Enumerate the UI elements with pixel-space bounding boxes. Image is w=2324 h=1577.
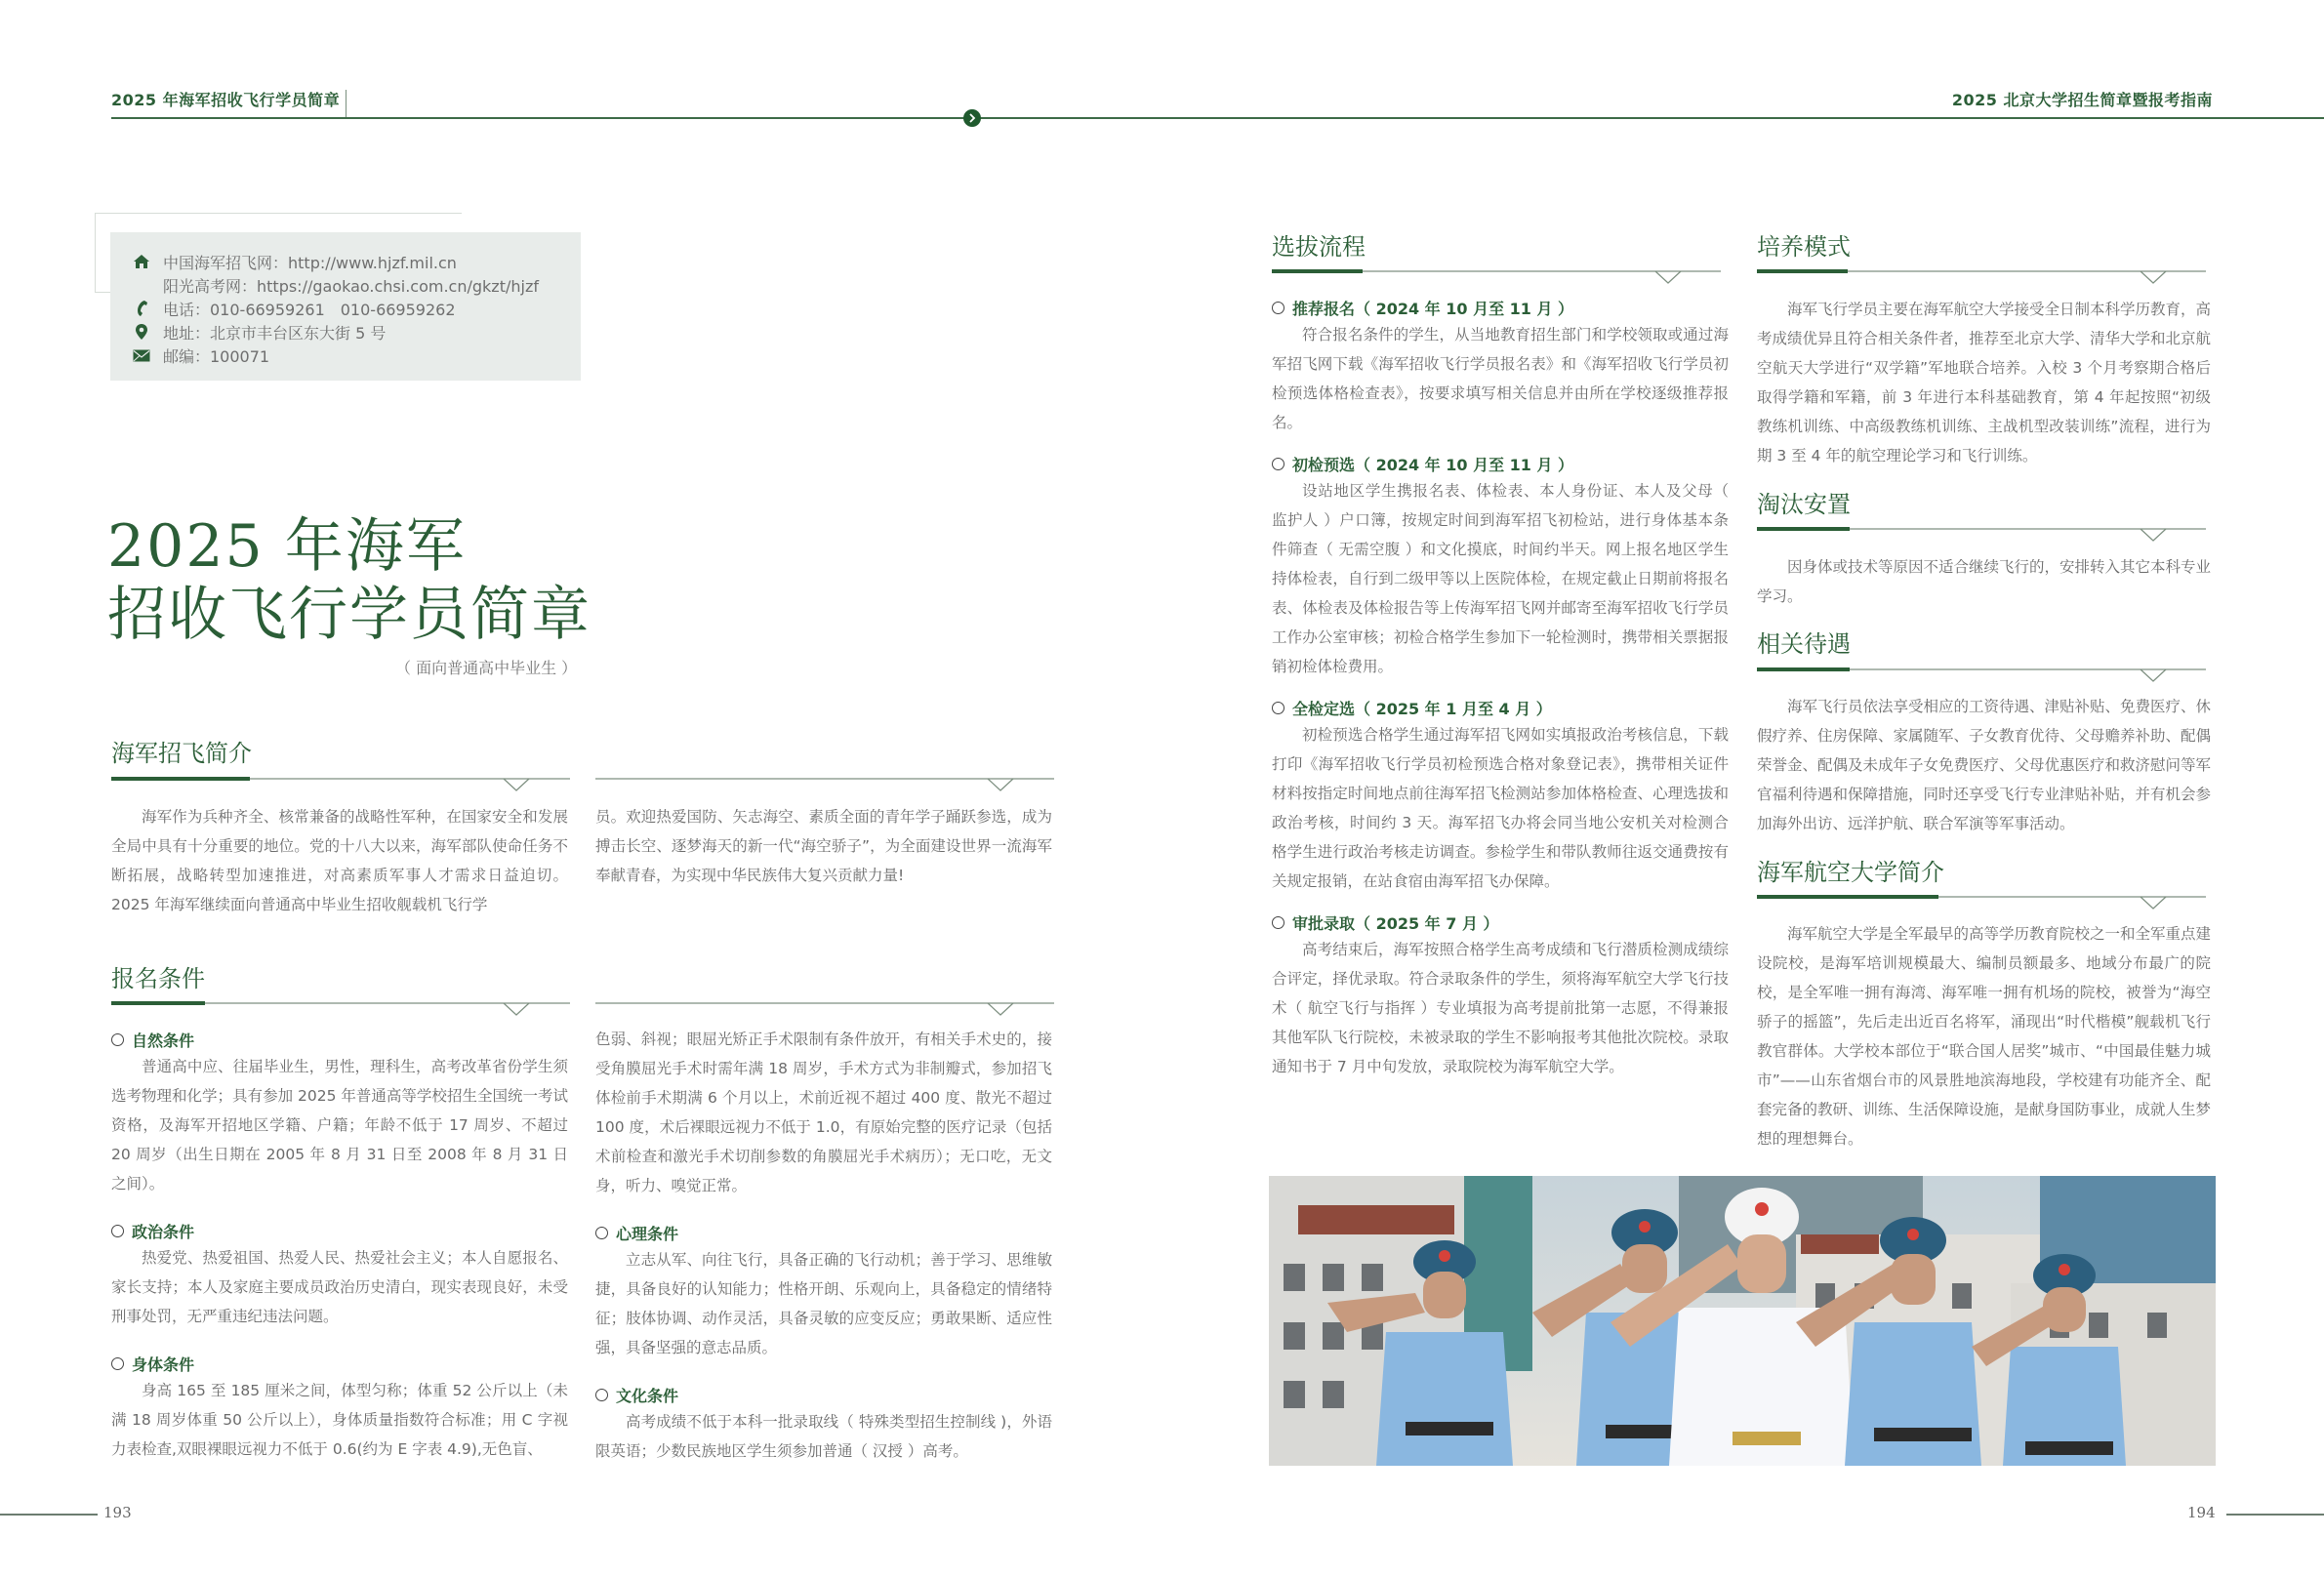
page-number-left: 193 <box>103 1504 132 1521</box>
sub-heading-physical: 身体条件 <box>111 1351 568 1376</box>
section-divider-right-col <box>595 777 1054 794</box>
circle-bullet-icon <box>111 1033 124 1046</box>
sub-heading-natural: 自然条件 <box>111 1027 568 1052</box>
intro-paragraph-col2: 员。欢迎热爱国防、矢志海空、素质全面的青年学子踊跃参选，成为搏击长空、逐梦海天的新一代“海空骄子”，为全面建设世界一流海军奉献青春，为实现中华民族伟大复兴贡献力量! <box>595 808 1052 884</box>
contact-gaokao-site: 阳光高考网：https://gaokao.chsi.com.cn/gkzt/hjzf <box>163 276 539 296</box>
circle-bullet-icon <box>111 1357 124 1370</box>
section-divider <box>111 777 570 794</box>
requirements-col1 <box>111 1027 568 1464</box>
section-heading-university: 海军航空大学简介 <box>1757 859 1944 886</box>
phone-icon <box>130 299 153 318</box>
footer-rule-left <box>0 1514 98 1516</box>
running-title-left: 2025 年海军招收飞行学员简章 <box>111 91 341 109</box>
step-text-recommend: 符合报名条件的学生，从当地教育招生部门和学校领取或通过海军招飞网下载《海军招收飞行学员报名表》和《海军招收飞行学员初检预选体格检查表》，按要求填写相关信息并由所在学校逐级推荐报名。 <box>1272 326 1729 431</box>
step-text-preliminary: 设站地区学生携报名表、体检表、本人身份证、本人及父母（ 监护人 ）户口簿，按规定时间到海军招飞初检站，进行身体基本条件筛查（ 无需空腹 ）和文化摸底，时间约半天。网上报名地区学生持体检表，自行到二级甲等以上医院体检，在规定截止日期前将报名表、体检表及体检报告等上传海军招飞网并邮寄至海军招收飞行学员工作办公室审核；初检合格学生参加下一轮检测时，携带相关票据报销初检体检费用。 <box>1272 482 1729 675</box>
section-heading-requirements: 报名条件 <box>111 965 205 992</box>
cadets-saluting-photo <box>1269 1176 2216 1466</box>
circle-bullet-icon <box>1272 916 1284 929</box>
title-line-2: 招收飞行学员简章 <box>107 581 591 649</box>
running-title-right: 2025 北京大学招生简章暨报考指南 <box>1951 91 2213 109</box>
header-rule <box>111 117 2324 119</box>
section-divider <box>1757 269 2206 287</box>
sub-heading-political: 政治条件 <box>111 1218 568 1243</box>
selection-steps <box>1272 295 1729 1081</box>
header-tick-divider <box>346 90 347 118</box>
natural-conditions-text: 普通高中应、往届毕业生，男性，理科生，高考改革省份学生须选考物理和化学；具有参加 2025 年普通高等学校招生全国统一考试资格，及海军开招地区学籍、户籍；年龄不低于 17 周岁、不超过 20 周岁（出生日期在 2005 年 8 月 31 日至 2008 年 8 月 31 日之间）。 <box>111 1058 568 1193</box>
header-chevron-knob <box>963 109 981 127</box>
step-text-full-check: 初检预选合格学生通过海军招飞网如实填报政治考核信息，下载打印《海军招收飞行学员初检预选合格对象登记表》，携带相关证件材料按指定时间地点前往海军招飞检测站参加体格检查、心理选拔和政治考核，时间约 3 天。海军招飞办将会同当地公安机关对检测合格学生进行政治考核走访调查。参检学生和带队教师往返交通费按有关规定报销，在站食宿由海军招飞办保障。 <box>1272 726 1729 890</box>
intro-paragraph-col1: 海军作为兵种齐全、核常兼备的战略性军种，在国家安全和发展全局中具有十分重要的地位。党的十八大以来，海军部队使命任务不断拓展，战略转型加速推进，对高素质军事人才需求日益迫切。2025 年海军继续面向普通高中毕业生招收舰载机飞行学 <box>111 808 568 913</box>
footer-rule-right <box>2226 1514 2324 1516</box>
title-line-1: 2025 年海军 <box>107 512 467 581</box>
section-heading-training: 培养模式 <box>1757 233 1851 261</box>
requirements-col2 <box>595 1025 1052 1466</box>
section-divider <box>1272 269 1721 287</box>
university-text: 海军航空大学是全军最早的高等学历教育院校之一和全军重点建设院校，是海军培训规模最大、编制员额最多、地域分布最广的院校，是全军唯一拥有海湾、海军唯一拥有机场的院校，被誉为“海空骄子的摇篮”，先后走出近百名将军，涌现出“时代楷模”舰载机飞行教官群体。大学校本部位于“联合国人居奖”城市、“中国最佳魅力城市”——山东省烟台市的风景胜地滨海地段，学校建有功能齐全、配套完备的教研、训练、生活保障设施，是献身国防事业，成就人生梦想的理想舞台。 <box>1757 925 2212 1148</box>
elimination-text: 因身体或技术等原因不适合继续飞行的，安排转入其它本科专业学习。 <box>1757 558 2212 605</box>
page-number-right: 194 <box>2187 1504 2216 1521</box>
section-heading-benefits: 相关待遇 <box>1757 630 1851 658</box>
step-heading-preliminary: 初检预选（ 2024 年 10 月至 11 月 ） <box>1272 451 1729 476</box>
contact-postcode: 邮编：100071 <box>130 344 581 367</box>
cultural-conditions-text: 高考成绩不低于本科一批录取线（ 特殊类型招生控制线 )，外语限英语；少数民族地区学生须参加普通（ 汉授 ）高考。 <box>595 1413 1052 1460</box>
contact-phone: 电话：010-66959261 010-66959262 <box>130 297 581 320</box>
step-text-admission: 高考结束后，海军按照合格学生高考成绩和飞行潜质检测成绩综合评定，择优录取。符合录取条件的学生，须将海军航空大学飞行技术（ 航空飞行与指挥 ）专业填报为高考提前批第一志愿，不得兼报其他军队飞行院校，未被录取的学生不影响报考其他批次院校。录取通知书于 7 月中旬发放，录取院校为海军航空大学。 <box>1272 941 1729 1075</box>
chevron-right-icon <box>967 112 977 124</box>
step-heading-full-check: 全检定选（ 2025 年 1 月至 4 月 ） <box>1272 695 1729 720</box>
envelope-icon <box>130 345 153 365</box>
physical-conditions-text-part1: 身高 165 至 185 厘米之间，体型匀称；体重 52 公斤以上（未满 18 周岁体重 50 公斤以上），身体质量指数符合标准；用 C 字视力表检查,双眼裸眼远视力不低于 0.6(约为 E 字表 4.9),无色盲、 <box>111 1382 568 1458</box>
contact-info-box <box>110 232 581 381</box>
section-heading-selection: 选拔流程 <box>1272 233 1366 261</box>
physical-conditions-text-part2: 色弱、斜视；眼屈光矫正手术限制有条件放开，有相关手术史的，接受角膜屈光手术时需年满 18 周岁，手术方式为非制瓣式，参加招飞体检前手术期满 6 个月以上，术前近视不超过 400 度、散光不超过 100 度，术后裸眼远视力不低于 1.0，有原始完整的医疗记录（包括术前检查和激光手术切削参数的角膜屈光手术病历）；无口吃，无文身，听力、嗅觉正常。 <box>595 1031 1052 1194</box>
section-heading-elimination: 淘汰安置 <box>1757 491 1851 518</box>
section-divider <box>111 1001 570 1019</box>
training-text: 海军飞行学员主要在海军航空大学接受全日制本科学历教育，高考成绩优异且符合相关条件者，推荐至北京大学、清华大学和北京航空航天大学进行“双学籍”军地联合培养。入校 3 个月考察期合格后取得学籍和军籍，前 3 年进行本科基础教育，第 4 年起按照“初级教练机训练、中高级教练机训练、主战机型改装训练”流程，进行为期 3 至 4 年的航空理论学习和飞行训练。 <box>1757 301 2212 465</box>
section-heading-intro: 海军招飞简介 <box>111 740 252 767</box>
sub-heading-cultural: 文化条件 <box>595 1382 1052 1407</box>
circle-bullet-icon <box>1272 302 1284 314</box>
photo-illustration <box>1269 1176 2216 1466</box>
document-title <box>107 512 591 649</box>
contact-website: 中国海军招飞网：http://www.hjzf.mil.cn <box>130 250 581 273</box>
section-divider <box>1757 895 2206 912</box>
psychological-conditions-text: 立志从军、向往飞行，具备正确的飞行动机；善于学习、思维敏捷，具备良好的认知能力；性格开朗、乐观向上，具备稳定的情绪特征；肢体协调、动作灵活，具备灵敏的应变反应；勇敢果断、适应性强，具备坚强的意志品质。 <box>595 1251 1052 1356</box>
section-divider-right-col <box>595 1001 1054 1019</box>
circle-bullet-icon <box>595 1227 608 1239</box>
step-heading-admission: 审批录取（ 2025 年 7 月 ） <box>1272 910 1729 935</box>
circle-bullet-icon <box>1272 702 1284 714</box>
benefits-text: 海军飞行员依法享受相应的工资待遇、津贴补贴、免费医疗、休假疗养、住房保障、家属随军、子女教育优待、父母赡养补助、配偶荣誉金、配偶及未成年子女免费医疗、父母优惠医疗和救济慰问等军官福利待遇和保障措施，同时还享受飞行专业津贴补贴，并有机会参加海外出访、远洋护航、联合军演等军事活动。 <box>1757 698 2212 832</box>
political-conditions-text: 热爱党、热爱祖国、热爱人民、热爱社会主义；本人自愿报名、家长支持；本人及家庭主要成员政治历史清白，现实表现良好，未受刑事处罚，无严重违纪违法问题。 <box>111 1249 568 1325</box>
document-subtitle: （ 面向普通高中毕业生 ） <box>395 659 578 677</box>
location-pin-icon <box>130 322 153 342</box>
step-heading-recommend: 推荐报名（ 2024 年 10 月至 11 月 ） <box>1272 295 1729 320</box>
circle-bullet-icon <box>111 1225 124 1237</box>
section-divider <box>1757 527 2206 545</box>
circle-bullet-icon <box>1272 458 1284 470</box>
contact-address: 地址：北京市丰台区东大街 5 号 <box>130 320 581 344</box>
sub-heading-psychological: 心理条件 <box>595 1220 1052 1245</box>
home-icon <box>130 252 153 271</box>
section-divider <box>1757 667 2206 685</box>
circle-bullet-icon <box>595 1389 608 1401</box>
